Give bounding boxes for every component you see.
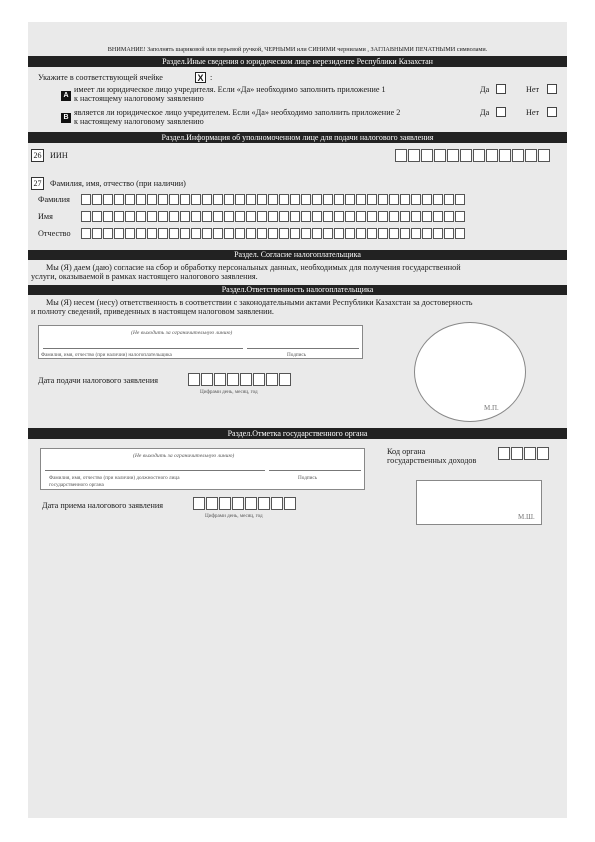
officer-signature-caption: Подпись — [298, 475, 318, 481]
officer-signature-area[interactable] — [40, 448, 365, 490]
char-cell[interactable] — [323, 228, 333, 239]
char-cell[interactable] — [245, 497, 257, 510]
char-cell[interactable] — [356, 194, 366, 205]
char-cell[interactable] — [400, 194, 410, 205]
char-cell[interactable] — [460, 149, 472, 162]
char-cell[interactable] — [444, 228, 454, 239]
char-cell[interactable] — [257, 211, 267, 222]
char-cell[interactable] — [103, 211, 113, 222]
char-cell[interactable] — [232, 497, 244, 510]
item-a-yes-checkbox[interactable] — [496, 84, 506, 94]
char-cell[interactable] — [147, 228, 157, 239]
char-cell[interactable] — [202, 228, 212, 239]
char-cell[interactable] — [290, 194, 300, 205]
char-cell[interactable] — [180, 211, 190, 222]
char-cell[interactable] — [266, 373, 278, 386]
char-cell[interactable] — [499, 149, 511, 162]
char-cell[interactable] — [378, 211, 388, 222]
acceptance-date-caption: Цифрами день, месяц, год — [205, 513, 263, 519]
char-cell[interactable] — [378, 194, 388, 205]
char-cell[interactable] — [537, 447, 549, 460]
section-header-authorized-person: Раздел.Информация об уполномоченном лице для подачи налогового заявления — [28, 132, 567, 143]
char-cell[interactable] — [268, 194, 278, 205]
char-cell[interactable] — [92, 194, 102, 205]
consent-text: Мы (Я) даем (даю) согласие на сбор и обработку персональных данных, необходимых для получения государственной — [46, 263, 461, 272]
char-cell[interactable] — [180, 194, 190, 205]
char-cell[interactable] — [202, 194, 212, 205]
instruction-text: Укажите в соответствующей ячейке — [38, 73, 163, 82]
char-cell[interactable] — [433, 228, 443, 239]
item-a-no-checkbox[interactable] — [547, 84, 557, 94]
char-cell[interactable] — [213, 211, 223, 222]
char-cell[interactable] — [345, 194, 355, 205]
char-cell[interactable] — [411, 228, 421, 239]
char-cell[interactable] — [125, 211, 135, 222]
patronymic-label: Отчество — [38, 229, 71, 238]
char-cell[interactable] — [389, 211, 399, 222]
char-cell[interactable] — [422, 194, 432, 205]
char-cell[interactable] — [125, 228, 135, 239]
char-cell[interactable] — [524, 447, 536, 460]
char-cell[interactable] — [411, 194, 421, 205]
item-a-marker: A — [61, 91, 71, 101]
officer-name-caption: Фамилия, имя, отчество (при наличии) должностного лица — [49, 475, 180, 481]
item-a-text: имеет ли юридическое лицо учредителя. Если «Да» необходимо заполнить приложение 1 — [74, 85, 386, 94]
char-cell[interactable] — [367, 194, 377, 205]
char-cell[interactable] — [92, 228, 102, 239]
char-cell[interactable] — [455, 211, 465, 222]
char-cell[interactable] — [271, 497, 283, 510]
char-cell[interactable] — [235, 211, 245, 222]
char-cell[interactable] — [158, 211, 168, 222]
char-cell[interactable] — [147, 211, 157, 222]
fio-label: Фамилия, имя, отчество (при наличии) — [50, 179, 186, 188]
char-cell[interactable] — [433, 211, 443, 222]
item-a-text-2: к настоящему налоговому заявлению — [74, 94, 204, 103]
char-cell[interactable] — [257, 194, 267, 205]
stamp-label: М.Ш. — [518, 513, 535, 521]
char-cell[interactable] — [444, 194, 454, 205]
char-cell[interactable] — [235, 228, 245, 239]
char-cell[interactable] — [301, 228, 311, 239]
name-input[interactable] — [81, 211, 465, 222]
signature-name-line — [43, 348, 243, 349]
char-cell[interactable] — [334, 228, 344, 239]
char-cell[interactable] — [538, 149, 550, 162]
item-b-marker: B — [61, 113, 71, 123]
char-cell[interactable] — [114, 211, 124, 222]
char-cell[interactable] — [421, 149, 433, 162]
char-cell[interactable] — [114, 228, 124, 239]
revenue-code-label-2: государственных доходов — [387, 456, 477, 465]
no-exceed-note-2: (Не выходить за ограничительную линию) — [133, 453, 235, 459]
char-cell[interactable] — [81, 211, 91, 222]
submission-date-input[interactable] — [188, 373, 291, 386]
char-cell[interactable] — [213, 194, 223, 205]
char-cell[interactable] — [253, 373, 265, 386]
char-cell[interactable] — [345, 211, 355, 222]
field-26-number: 26 — [31, 149, 44, 162]
char-cell[interactable] — [447, 149, 459, 162]
seal-label: М.П. — [484, 404, 499, 412]
char-cell[interactable] — [312, 228, 322, 239]
char-cell[interactable] — [433, 194, 443, 205]
char-cell[interactable] — [356, 228, 366, 239]
section-header-consent: Раздел. Согласие налогоплательщика — [28, 250, 567, 260]
char-cell[interactable] — [136, 194, 146, 205]
submission-date-caption: Цифрами день, месяц, год — [200, 389, 258, 395]
instruction-colon: : — [210, 73, 213, 82]
char-cell[interactable] — [202, 211, 212, 222]
section-header-nonresident: Раздел.Иные сведения о юридическом лице нерезиденте Республики Казахстан — [28, 56, 567, 67]
char-cell[interactable] — [389, 228, 399, 239]
char-cell[interactable] — [246, 228, 256, 239]
officer-name-line — [45, 470, 265, 471]
char-cell[interactable] — [268, 211, 278, 222]
char-cell[interactable] — [473, 149, 485, 162]
char-cell[interactable] — [169, 194, 179, 205]
char-cell[interactable] — [147, 194, 157, 205]
char-cell[interactable] — [206, 497, 218, 510]
no-exceed-note: (Не выходить за ограничительную линию) — [131, 330, 233, 336]
char-cell[interactable] — [81, 228, 91, 239]
section-header-responsibility: Раздел.Ответственность налогоплательщика — [28, 285, 567, 295]
char-cell[interactable] — [323, 194, 333, 205]
item-a-no-label: Нет — [526, 85, 540, 94]
char-cell[interactable] — [103, 194, 113, 205]
item-b-yes-label: Да — [480, 108, 490, 117]
officer-signature-line — [269, 470, 361, 471]
char-cell[interactable] — [279, 373, 291, 386]
warning-text: ВНИМАНИЕ! Заполнять шариковой или перьевой ручкой, ЧЕРНЫМИ или СИНИМИ чернилами , ЗАГЛАВНЫМИ ПЕЧАТНЫМИ символами. — [107, 46, 488, 53]
char-cell[interactable] — [486, 149, 498, 162]
char-cell[interactable] — [345, 228, 355, 239]
char-cell[interactable] — [378, 228, 388, 239]
char-cell[interactable] — [323, 211, 333, 222]
char-cell[interactable] — [511, 447, 523, 460]
char-cell[interactable] — [81, 194, 91, 205]
char-cell[interactable] — [258, 497, 270, 510]
char-cell[interactable] — [224, 211, 234, 222]
signature-name-caption: Фамилия, имя, отчество (при наличии) налогоплательщика — [41, 352, 172, 358]
surname-label: Фамилия — [38, 195, 70, 204]
char-cell[interactable] — [400, 211, 410, 222]
char-cell[interactable] — [191, 211, 201, 222]
char-cell[interactable] — [444, 211, 454, 222]
responsibility-text-2: и полноту сведений, приведенных в настоящем налоговом заявлении. — [31, 307, 274, 316]
char-cell[interactable] — [114, 194, 124, 205]
char-cell[interactable] — [290, 228, 300, 239]
char-cell[interactable] — [136, 211, 146, 222]
char-cell[interactable] — [158, 194, 168, 205]
char-cell[interactable] — [498, 447, 510, 460]
char-cell[interactable] — [180, 228, 190, 239]
char-cell[interactable] — [246, 194, 256, 205]
char-cell[interactable] — [219, 497, 231, 510]
signature-line — [247, 348, 359, 349]
char-cell[interactable] — [191, 194, 201, 205]
char-cell[interactable] — [92, 211, 102, 222]
acceptance-date-label: Дата приема налогового заявления — [42, 501, 164, 510]
responsibility-text: Мы (Я) несем (несу) ответственность в соответствии с законодательными актами Республики Казахстан за достоверность — [46, 298, 473, 307]
item-b-no-checkbox[interactable] — [547, 107, 557, 117]
char-cell[interactable] — [367, 228, 377, 239]
char-cell[interactable] — [103, 228, 113, 239]
item-b-text-2: к настоящему налоговому заявлению — [74, 117, 204, 126]
revenue-code-label: Код органа — [387, 447, 426, 456]
char-cell[interactable] — [136, 228, 146, 239]
iin-label: ИИН — [50, 151, 68, 160]
char-cell[interactable] — [434, 149, 446, 162]
char-cell[interactable] — [411, 211, 421, 222]
instruction-x-mark: X — [195, 72, 206, 83]
char-cell[interactable] — [422, 211, 432, 222]
char-cell[interactable] — [525, 149, 537, 162]
char-cell[interactable] — [191, 228, 201, 239]
item-a-yes-label: Да — [480, 85, 490, 94]
char-cell[interactable] — [301, 194, 311, 205]
char-cell[interactable] — [227, 373, 239, 386]
char-cell[interactable] — [408, 149, 420, 162]
char-cell[interactable] — [422, 228, 432, 239]
section-header-state-mark: Раздел.Отметка государственного органа — [28, 428, 567, 439]
char-cell[interactable] — [301, 211, 311, 222]
revenue-code-input[interactable] — [498, 447, 549, 460]
char-cell[interactable] — [400, 228, 410, 239]
char-cell[interactable] — [334, 194, 344, 205]
signature-caption: Подпись — [287, 352, 307, 358]
char-cell[interactable] — [290, 211, 300, 222]
char-cell[interactable] — [312, 211, 322, 222]
char-cell[interactable] — [224, 228, 234, 239]
char-cell[interactable] — [240, 373, 252, 386]
form-sheet — [28, 22, 567, 818]
char-cell[interactable] — [246, 211, 256, 222]
char-cell[interactable] — [214, 373, 226, 386]
item-b-yes-checkbox[interactable] — [496, 107, 506, 117]
taxpayer-signature-area[interactable] — [38, 325, 363, 359]
submission-date-label: Дата подачи налогового заявления — [38, 376, 158, 385]
char-cell[interactable] — [389, 194, 399, 205]
seal-area — [414, 322, 526, 422]
field-27-number: 27 — [31, 177, 44, 190]
iin-input[interactable] — [395, 149, 550, 162]
char-cell[interactable] — [284, 497, 296, 510]
acceptance-date-input[interactable] — [193, 497, 296, 510]
char-cell[interactable] — [279, 211, 289, 222]
char-cell[interactable] — [312, 194, 322, 205]
char-cell[interactable] — [356, 211, 366, 222]
char-cell[interactable] — [169, 211, 179, 222]
char-cell[interactable] — [455, 228, 465, 239]
char-cell[interactable] — [279, 194, 289, 205]
consent-text-2: услуги, оказываемой в рамках настоящего налогового заявления. — [31, 272, 258, 281]
char-cell[interactable] — [512, 149, 524, 162]
char-cell[interactable] — [367, 211, 377, 222]
char-cell[interactable] — [268, 228, 278, 239]
char-cell[interactable] — [213, 228, 223, 239]
char-cell[interactable] — [158, 228, 168, 239]
char-cell[interactable] — [193, 497, 205, 510]
char-cell[interactable] — [257, 228, 267, 239]
char-cell[interactable] — [224, 194, 234, 205]
name-label: Имя — [38, 212, 53, 221]
char-cell[interactable] — [188, 373, 200, 386]
item-b-text: является ли юридическое лицо учредителем. Если «Да» необходимо заполнить приложение 2 — [74, 108, 401, 117]
item-b-no-label: Нет — [526, 108, 540, 117]
surname-input[interactable] — [81, 194, 465, 205]
char-cell[interactable] — [169, 228, 179, 239]
patronymic-input[interactable] — [81, 228, 465, 239]
char-cell[interactable] — [279, 228, 289, 239]
char-cell[interactable] — [455, 194, 465, 205]
officer-name-caption-2: государственного органа — [49, 482, 104, 488]
char-cell[interactable] — [235, 194, 245, 205]
char-cell[interactable] — [125, 194, 135, 205]
char-cell[interactable] — [201, 373, 213, 386]
char-cell[interactable] — [395, 149, 407, 162]
char-cell[interactable] — [334, 211, 344, 222]
